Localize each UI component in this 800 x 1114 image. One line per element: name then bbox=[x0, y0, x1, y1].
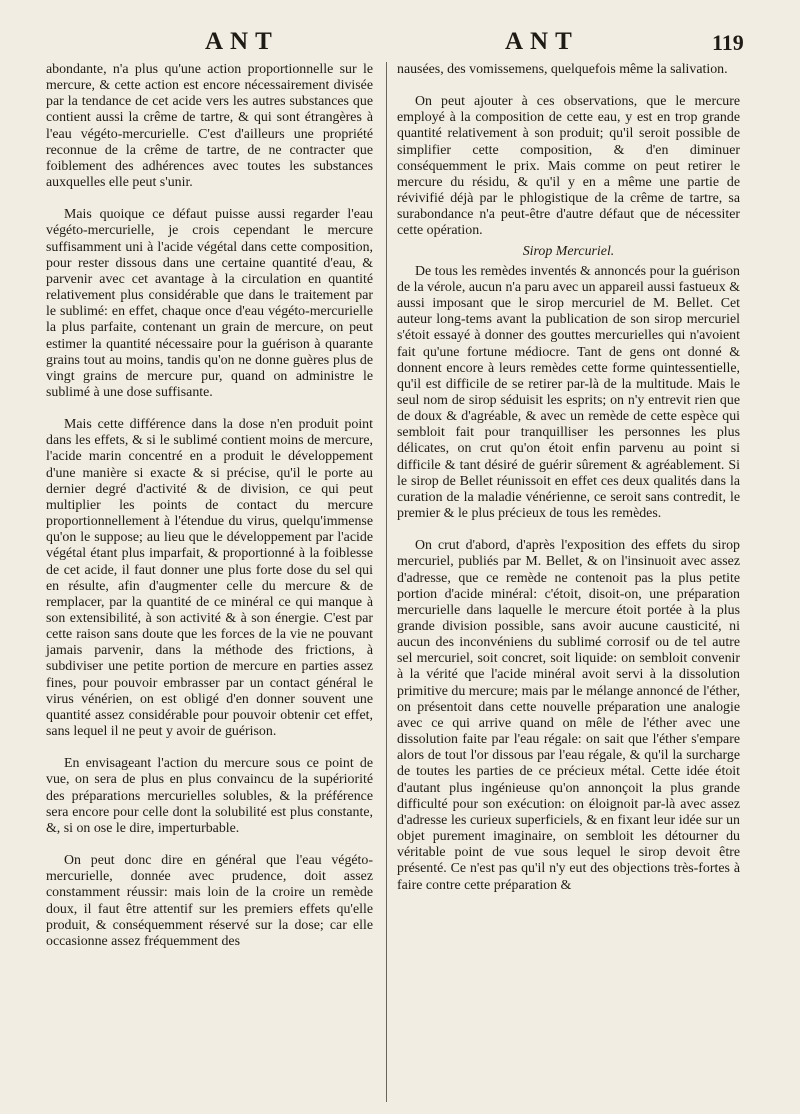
paragraph: abondante, n'a plus qu'une action proportionnelle sur le mercure, & cette action est encore nécessairement divisée par la tendance de cet acide vers les autres substances que contient aussi la crême de tartre, & qui sont étrangères à l'eau végéto-mercurielle. C'est d'ailleurs une propriété reconnue de la crême de tartre, de ne contracter que foiblement des adhérences avec toutes les substances auxquelles elle peut s'unir. bbox=[46, 62, 373, 191]
running-header-right: ANT bbox=[505, 28, 579, 55]
paragraph: En envisageant l'action du mercure sous ce point de vue, on sera de plus en plus convaincu de la supériorité des préparations mercurielles solubles, & la préférence sera encore pour celle dont la solubilité est plus constante, &, si on ose le dire, imperturbable. bbox=[46, 756, 373, 836]
running-header-left: ANT bbox=[205, 28, 279, 55]
section-heading: Sirop Mercuriel. bbox=[522, 243, 615, 259]
paragraph: Mais cette différence dans la dose n'en produit point dans les effets, & si le sublimé contient moins de mercure, l'acide marin concentré en a produit le développement d'une manière si exacte & si précise, qu'il le porte au dernier degré d'activité & de division, ce qui peut multiplier les points de contact du mercure proportionnellement à l'étendue du virus, quelqu'immense qu'on le suppose; au lieu que le développement par l'acide végétal étant plus imparfait, & proportionné à la foiblesse de cet acide, il faut donner une plus forte dose du sel qui en résulte, afin d'augmenter celle du mercure & de remplacer, par la quantité de ce minéral ce qui manque à son extensibilité, à son activité & à son énergie. C'est par cette raison sans doute que les forces de la vie ne pouvant jamais parvenir, dans la méthode des frictions, à subdiviser une petite portion de mercure en parties assez fines, pour pouvoir embrasser par un contact général le virus vénérien, on est obligé d'en donner souvent une quantité assez considérable pour pouvoir obtenir cet effet, sans lequel il ne peut y avoir de guérison. bbox=[46, 417, 373, 740]
page-number: 119 bbox=[712, 30, 744, 55]
column-divider bbox=[386, 62, 387, 1102]
paragraph: On peut donc dire en général que l'eau végéto-mercurielle, donnée avec prudence, doit assez constamment réussir: mais loin de la croire un remède doux, il faut être attentif sur les premiers effets qu'elle produit, & conséquemment réservé sur la dose; car elle occasionne assez fréquemment des bbox=[46, 853, 373, 949]
left-column bbox=[46, 62, 373, 966]
paragraph: On peut ajouter à ces observations, que le mercure employé à la composition de cette eau, y est en trop grande quantité relativement à son produit; qu'il seroit possible de simplifier cette composition, & d'en diminuer conséquemment le prix. Mais comme on peut retirer le mercure du résidu, & qu'il y en a même une partie de révivifié déjà par le phlogistique de la crême de tartre, sa surabondance n'a peut-être d'autre défaut que de nécessiter cette opération. bbox=[397, 94, 740, 239]
paragraph: On crut d'abord, d'après l'exposition des effets du sirop mercuriel, publiés par M. Bellet, & on l'insinuoit avec assez d'adresse, que ce remède ne contenoit pas la plus petite portion d'acide minéral: c'étoit, disoit-on, une préparation mercurielle dans laquelle le mercure étoit portée à la plus grande division possible, sans avoir aucune causticité, ni aucun des inconvéniens du sublimé corrosif ou de tel autre sel mercuriel, soit concret, soit liquide: on sembloit convenir à la vérité que l'acide minéral avoit servi à la dissolution primitive du mercure; mais par le mélange annoncé de l'éther, on présentoit dans cette nouvelle préparation une analogie avec ce qui arrive quand on mêle de l'éther avec une dissolution faite par l'eau régale: on sait que l'éther s'empare alors de tout l'or dissous par l'eau régale, & qu'il la surcharge de toutes les parties de ce précieux métal. Cette idée étoit d'autant plus ingénieuse qu'on annonçoit la plus grande difficulté pour son exécution: on éloignoit par-là avec assez d'adresse les curieux superficiels, & en fixant leur idée sur un objet purement imaginaire, on sembloit les détourner du véritable point de vue sous lequel le sirop devoit être présenté. Ce n'est pas qu'il n'y eut des objections très-fortes à faire contre cette préparation & bbox=[397, 538, 740, 893]
paragraph: Mais quoique ce défaut puisse aussi regarder l'eau végéto-mercurielle, je crois cependant le mercure suffisamment uni à l'acide végétal dans cette composition, pour rester dissous dans une certaine quantité d'eau, & parvenir avec cet avantage à la circulation en quantité relativement plus considérable que dans le traitement par le sublimé: en effet, chaque once d'eau végéto-mercurielle la plus parfaite, contenant un grain de mercure, on peut estimer la quantité nécessaire pour la guérison à quarante grains tout au moins, tandis qu'on ne donne guères plus de vingt grains de mercure pur, quand on administre le sublimé à une dose suffisante. bbox=[46, 207, 373, 400]
right-column bbox=[397, 62, 740, 910]
paragraph: De tous les remèdes inventés & annoncés pour la guérison de la vérole, aucun n'a paru avec un appareil aussi fastueux & aussi imposant que le sirop mercuriel de M. Bellet. Cet auteur long-tems avant la publication de son sirop mercuriel s'étoit essayé à donner des gouttes mercurielles qui n'avoient fait qu'une fortune médiocre. Tant de gens ont donné & donnent encore à leurs remèdes cette forme quintessentielle, qu'il est difficile de se retirer par-là de la multitude. Mais le seul nom de sirop séduisit les esprits; on n'y entrevit rien que de doux & d'agréable, & avec un remède de cette espèce qui sembloit fait pour tranquilliser les personnes les plus délicates, on crut qu'on étoit enfin parvenu au point si difficile & tant désiré de guérir sûrement & agréablement. Si le sirop de Bellet réunissoit en effet ces deux qualités dans la curation de la maladie vénérienne, ce seroit sans contredit, le premier & le plus précieux de tous les remèdes. bbox=[397, 263, 740, 522]
paragraph: nausées, des vomissemens, quelquefois même la salivation. bbox=[397, 62, 728, 77]
